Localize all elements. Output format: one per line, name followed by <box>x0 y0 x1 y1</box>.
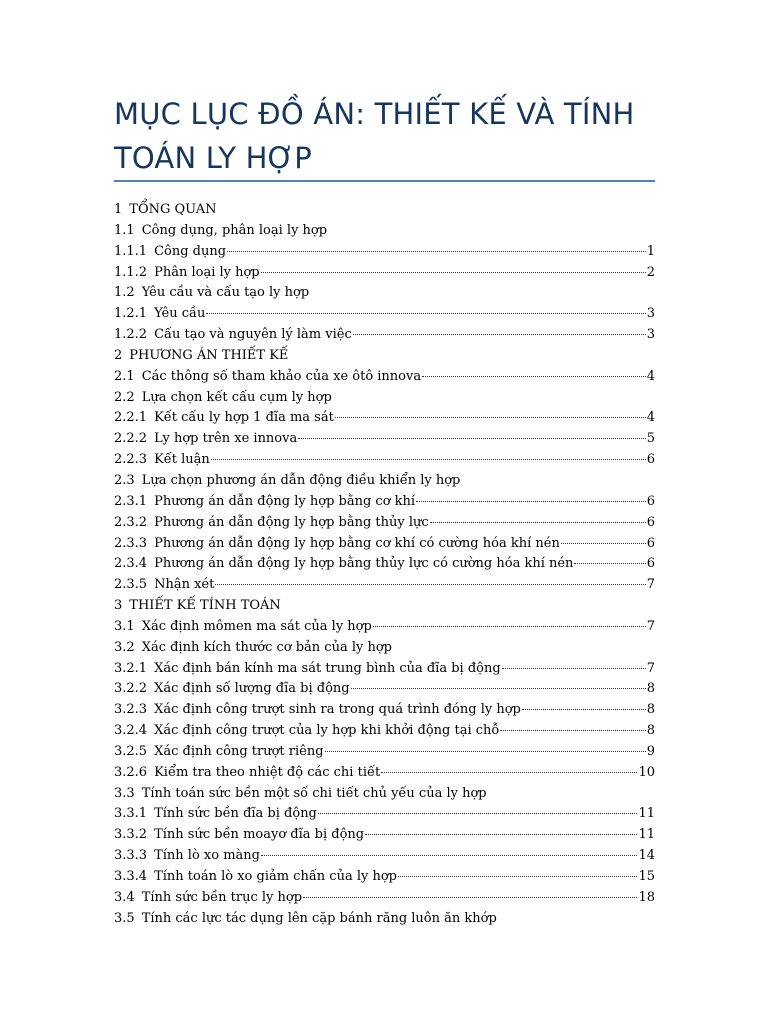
toc-entry-number: 3.1 <box>114 618 135 634</box>
toc-entry-page: 6 <box>646 556 655 572</box>
toc-entry-label: Nhận xét <box>154 577 215 593</box>
toc-entry-page: 4 <box>646 368 655 384</box>
toc-entry-page: 5 <box>646 431 655 447</box>
toc-entry-number: 3.3.4 <box>114 869 148 884</box>
toc-dot-leader <box>215 584 645 585</box>
toc-entry-number: 3.2.3 <box>114 702 148 718</box>
toc-entry-label: Phương án dẫn động ly hợp bằng thủy lực <box>154 514 429 530</box>
toc-dot-leader <box>351 688 646 689</box>
toc-dot-leader <box>398 876 637 877</box>
toc-entry-number: 2.2.3 <box>114 452 148 468</box>
toc-entry-page: 11 <box>638 827 655 843</box>
toc-entry[interactable] <box>114 367 655 388</box>
toc-entry-label: Phương án dẫn động ly hợp bằng thủy lực có cường hóa khí nén <box>154 556 574 572</box>
toc-entry-number: 1 <box>114 202 123 217</box>
toc-entry-number: 3.2.5 <box>114 743 148 759</box>
toc-dot-leader <box>261 272 646 273</box>
toc-entry-number: 1.1 <box>114 222 135 238</box>
toc-entry[interactable] <box>114 283 655 304</box>
toc-entry-page: 18 <box>638 889 655 905</box>
toc-entry-label: Yêu cầu <box>154 306 206 322</box>
toc-entry-page: 15 <box>638 869 655 884</box>
toc-dot-leader <box>298 438 645 439</box>
toc-entry[interactable] <box>114 617 655 638</box>
toc-entry-number: 2.3.4 <box>114 556 148 572</box>
toc-entry-page: 7 <box>646 660 655 676</box>
toc-entry-number: 3.4 <box>114 889 135 905</box>
toc-entry[interactable] <box>114 492 655 513</box>
toc-entry-label: Yêu cầu và cấu tạo ly hợp <box>141 285 310 301</box>
toc-entry-number: 2.3.1 <box>114 493 148 509</box>
toc-entry[interactable] <box>114 242 655 263</box>
toc-entry[interactable] <box>114 909 655 930</box>
toc-entry-number: 3 <box>114 598 123 614</box>
toc-entry[interactable] <box>114 700 655 721</box>
toc-entry[interactable] <box>114 408 655 429</box>
toc-entry-number: 2.1 <box>114 368 135 384</box>
toc-entry-label: Các thông số tham khảo của xe ôtô innova <box>141 368 422 384</box>
toc-entry-label: Lựa chọn phương án dẫn động điều khiển ly hợp <box>141 472 461 488</box>
toc-entry[interactable] <box>114 659 655 680</box>
toc-entry-number: 2.2.2 <box>114 431 148 447</box>
toc-dot-leader <box>353 334 646 335</box>
toc-dot-leader <box>561 543 646 544</box>
toc-entry-page: 3 <box>646 306 655 322</box>
toc-entry-page: 3 <box>646 327 655 343</box>
toc-entry-label: Tính lò xo màng <box>154 848 260 864</box>
toc-entry[interactable] <box>114 825 655 846</box>
toc-entry[interactable] <box>114 346 655 367</box>
toc-entry-number: 1.1.2 <box>114 264 148 280</box>
toc-dot-leader <box>325 751 646 752</box>
toc-entry-label: Tính toán sức bền một số chi tiết chủ yếu của ly hợp <box>141 785 487 801</box>
toc-entry-number: 3.2.1 <box>114 660 148 676</box>
title-underline <box>114 180 655 182</box>
toc-entry-page: 6 <box>646 514 655 530</box>
toc-entry-label: Tính các lực tác dụng lên cặp bánh răng luôn ăn khớp <box>141 910 497 926</box>
toc-entry-label: Tính sức bền moayơ đĩa bị động <box>154 827 365 843</box>
toc-dot-leader <box>211 459 646 460</box>
toc-entry-number: 1.1.1 <box>114 243 148 259</box>
toc-entry-label: Xác định số lượng đĩa bị động <box>154 681 350 697</box>
toc-entry-label: THIẾT KẾ TÍNH TOÁN <box>129 598 281 614</box>
toc-entry-page: 8 <box>646 723 655 739</box>
toc-entry-page: 7 <box>646 577 655 593</box>
toc-entry[interactable] <box>114 638 655 659</box>
toc-entry-label: Lựa chọn kết cấu cụm ly hợp <box>141 389 332 405</box>
toc-entry[interactable] <box>114 784 655 805</box>
toc-entry-label: Tính sức bền đĩa bị động <box>154 806 317 822</box>
toc-entry-page: 6 <box>646 535 655 551</box>
toc-entry[interactable] <box>114 304 655 325</box>
toc-entry-page: 6 <box>646 493 655 509</box>
toc-entry[interactable] <box>114 388 655 409</box>
toc-dot-leader <box>416 501 646 502</box>
toc-dot-leader <box>227 251 646 252</box>
toc-entry-label: Ly hợp trên xe innova <box>154 431 298 447</box>
toc-entry-label: Xác định bán kính ma sát trung bình của đĩa bị động <box>154 660 501 676</box>
toc-entry-number: 2.3.5 <box>114 577 148 593</box>
toc-entry-label: TỔNG QUAN <box>129 202 217 217</box>
toc-entry-page: 8 <box>646 702 655 718</box>
toc-entry-number: 1.2.1 <box>114 306 148 322</box>
toc-dot-leader <box>430 522 646 523</box>
toc-entry[interactable] <box>114 721 655 742</box>
toc-entry-label: PHƯƠNG ÁN THIẾT KẾ <box>129 347 289 363</box>
toc-dot-leader <box>261 855 637 856</box>
toc-dot-leader <box>318 813 638 814</box>
toc-entry[interactable] <box>114 325 655 346</box>
toc-dot-leader <box>373 626 646 627</box>
toc-entry-page: 6 <box>646 452 655 468</box>
toc-entry[interactable] <box>114 554 655 575</box>
toc-entry[interactable] <box>114 471 655 492</box>
toc-entry-page: 8 <box>646 681 655 697</box>
toc-entry[interactable] <box>114 867 655 888</box>
toc-entry-label: Tính sức bền trục ly hợp <box>141 889 303 905</box>
toc-entry-label: Cấu tạo và nguyên lý làm việc <box>154 327 352 343</box>
toc-entry-number: 2.3.3 <box>114 535 148 551</box>
toc-entry-number: 3.3 <box>114 785 135 801</box>
toc-entry-page: 1 <box>646 243 655 259</box>
toc-entry-page: 7 <box>646 618 655 634</box>
toc-entry-page: 10 <box>638 764 655 780</box>
toc-entry[interactable] <box>114 429 655 450</box>
toc-entry-number: 2.2 <box>114 389 135 405</box>
toc-entry[interactable] <box>114 534 655 555</box>
toc-entry[interactable] <box>114 200 655 221</box>
toc-dot-leader <box>522 709 646 710</box>
toc-entry[interactable] <box>114 263 655 284</box>
toc-entry-label: Công dụng <box>154 243 227 259</box>
toc-dot-leader <box>381 772 637 773</box>
document-title: MỤC LỤC ĐỒ ÁN: THIẾT KẾ VÀ TÍNH TOÁN LY HỢP <box>114 97 635 175</box>
toc-entry-number: 1.2 <box>114 285 135 301</box>
toc-dot-leader <box>206 313 645 314</box>
toc-entry-number: 3.5 <box>114 910 135 926</box>
toc-entry-number: 3.2.2 <box>114 681 148 697</box>
toc-entry-page: 4 <box>646 410 655 426</box>
toc-entry-number: 3.2 <box>114 639 135 655</box>
toc-entry-page: 9 <box>646 743 655 759</box>
toc-entry[interactable] <box>114 679 655 700</box>
toc-entry[interactable] <box>114 221 655 242</box>
toc-entry[interactable] <box>114 450 655 471</box>
toc-entry-label: Kết luận <box>154 452 210 468</box>
toc-dot-leader <box>502 668 646 669</box>
toc-entry[interactable] <box>114 888 655 909</box>
toc-entry-label: Phương án dẫn động ly hợp bằng cơ khí có cường hóa khí nén <box>154 535 560 551</box>
toc-entry-label: Công dụng, phân loại ly hợp <box>141 222 328 238</box>
toc-entry-number: 1.2.2 <box>114 327 148 343</box>
toc-entry[interactable] <box>114 742 655 763</box>
toc-entry[interactable] <box>114 596 655 617</box>
toc-dot-leader <box>574 563 645 564</box>
toc-entry-label: Phương án dẫn động ly hợp bằng cơ khí <box>154 493 416 509</box>
toc-entry[interactable] <box>114 513 655 534</box>
toc-entry-label: Kiểm tra theo nhiệt độ các chi tiết <box>154 764 381 780</box>
toc-entry-label: Xác định công trượt sinh ra trong quá trình đóng ly hợp <box>154 702 521 718</box>
toc-entry-label: Xác định công trượt riêng <box>154 743 324 759</box>
toc-entry-number: 2 <box>114 347 123 363</box>
toc-entry[interactable] <box>114 575 655 596</box>
toc-entry-page: 14 <box>638 848 655 864</box>
toc-entry-page: 2 <box>646 264 655 280</box>
toc-entry[interactable] <box>114 846 655 867</box>
toc-entry-label: Xác định công trượt của ly hợp khi khởi động tại chỗ <box>154 723 500 739</box>
toc-dot-leader <box>422 376 646 377</box>
toc-entry[interactable] <box>114 804 655 825</box>
toc-entry-number: 2.3 <box>114 472 135 488</box>
toc-entry-label: Kết cấu ly hợp 1 đĩa ma sát <box>154 410 334 426</box>
toc-entry[interactable] <box>114 763 655 784</box>
toc-entry-label: Phân loại ly hợp <box>154 264 260 280</box>
toc-entry-label: Xác định kích thước cơ bản của ly hợp <box>141 639 393 655</box>
toc-entry-number: 3.3.2 <box>114 827 148 843</box>
toc-entry-label: Tính toán lò xo giảm chấn của ly hợp <box>154 869 398 884</box>
toc-dot-leader <box>365 834 637 835</box>
toc-entry-number: 3.2.6 <box>114 764 148 780</box>
toc-entry-number: 3.2.4 <box>114 723 148 739</box>
toc-entry-number: 3.3.3 <box>114 848 148 864</box>
toc-dot-leader <box>303 897 637 898</box>
toc-entry-label: Xác định mômen ma sát của ly hợp <box>141 618 372 634</box>
toc-entry-page: 11 <box>638 806 655 822</box>
table-of-contents <box>114 200 655 930</box>
toc-entry-number: 3.3.1 <box>114 806 148 822</box>
toc-entry-number: 2.3.2 <box>114 514 148 530</box>
toc-dot-leader <box>500 730 645 731</box>
toc-dot-leader <box>335 417 646 418</box>
toc-entry-number: 2.2.1 <box>114 410 148 426</box>
